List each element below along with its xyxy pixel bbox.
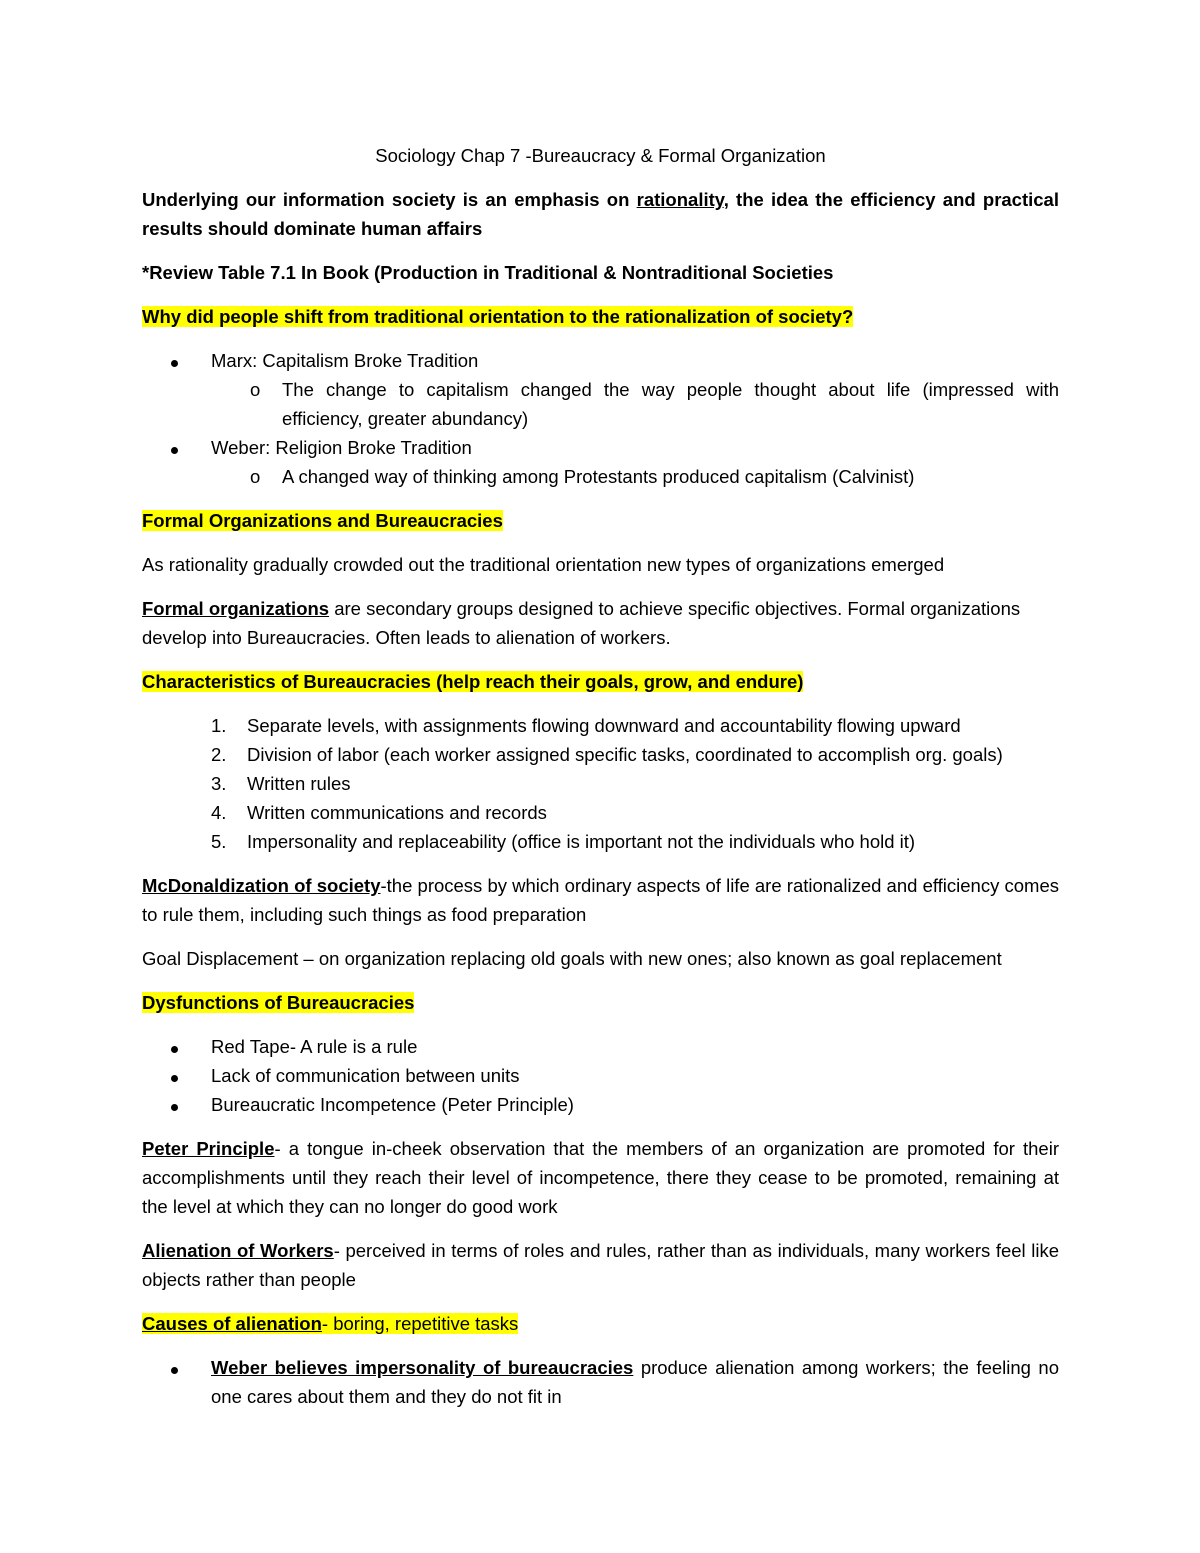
list-item [142, 1061, 1059, 1090]
weber-term: Weber believes impersonality of bureaucracies [211, 1357, 634, 1378]
causes-term: Causes of alienation [142, 1313, 322, 1334]
list-number: 1. [211, 715, 227, 736]
alienation-paragraph [142, 1236, 1059, 1294]
sub-list-item-text: The change to capitalism changed the way people thought about life (impressed with efficiency, greater abundancy) [282, 379, 1059, 429]
list-item [142, 346, 1059, 375]
bullet-icon [171, 1090, 178, 1119]
intro-paragraph [142, 185, 1059, 243]
peter-principle-text: - a tongue in-cheek observation that the members of an organization are promoted for their accomplishments until they reach their level of incompetence, there they cease to be promoted, remaining at the level at which they can no longer do good work [142, 1138, 1059, 1217]
mcdonaldization-text: -the process by which ordinary aspects of life are rationalized and efficiency comes to rule them, including such things as food preparation [142, 875, 1059, 925]
list-item [142, 798, 1059, 827]
document-title: Sociology Chap 7 -Bureaucracy & Formal Organization [375, 145, 826, 166]
rationality-paragraph: As rationality gradually crowded out the traditional orientation new types of organizations emerged [142, 554, 945, 575]
bullet-icon [171, 346, 178, 375]
intro-term: rationality [636, 189, 724, 210]
peter-principle-term: Peter Principle [142, 1138, 275, 1159]
list-number: 2. [211, 744, 227, 765]
list-item [142, 1353, 1059, 1411]
list-item [142, 1090, 1059, 1119]
sub-list-item [142, 462, 1059, 491]
bullet-icon [171, 1032, 178, 1061]
dysfunctions-heading-line [142, 988, 1059, 1017]
document-body [142, 141, 1059, 1426]
list-item [142, 1032, 1059, 1061]
bullet-icon [171, 1061, 178, 1090]
list-item-text: Written communications and records [247, 802, 547, 823]
list-number: 3. [211, 773, 227, 794]
question-heading-line [142, 302, 1059, 331]
circle-bullet-icon: o [250, 379, 261, 400]
goal-displacement-paragraph: Goal Displacement – on organization replacing old goals with new ones; also known as goal replacement [142, 948, 1002, 969]
characteristics-list [142, 711, 1059, 856]
causes-highlight [142, 1313, 518, 1334]
weber-list [142, 1353, 1059, 1411]
sub-list-item-text: A changed way of thinking among Protestants produced capitalism (Calvinist) [282, 466, 915, 487]
characteristics-heading-line [142, 667, 1059, 696]
dysfunctions-list [142, 1032, 1059, 1119]
mcdonaldization-term: McDonaldization of society [142, 875, 381, 896]
formal-text: are secondary groups designed to achieve specific objectives. Formal organizations develop into Bureaucracies. Often leads to alienation of workers. [142, 598, 1021, 648]
list-item-text: Weber: Religion Broke Tradition [211, 437, 472, 458]
list-item [142, 711, 1059, 740]
list-item-text: Division of labor (each worker assigned specific tasks, coordinated to accomplish org. goals) [247, 744, 1003, 765]
sub-list-item [142, 375, 1059, 433]
characteristics-heading: Characteristics of Bureaucracies (help reach their goals, grow, and endure) [142, 671, 804, 692]
question-heading: Why did people shift from traditional orientation to the rationalization of society? [142, 306, 854, 327]
list-item-text: Separate levels, with assignments flowing downward and accountability flowing upward [247, 715, 961, 736]
formal-heading-line [142, 506, 1059, 535]
bullet-icon [171, 433, 178, 462]
formal-definition [142, 594, 1059, 652]
review-note: *Review Table 7.1 In Book (Production in Traditional & Nontraditional Societies [142, 262, 834, 283]
alienation-term: Alienation of Workers [142, 1240, 334, 1261]
bullet-icon [171, 1353, 178, 1382]
mcdonaldization-paragraph [142, 871, 1059, 929]
list-item-text: Impersonality and replaceability (office is important not the individuals who hold it) [247, 831, 916, 852]
causes-text: - boring, repetitive tasks [321, 1313, 519, 1334]
circle-bullet-icon: o [250, 466, 261, 487]
dysfunctions-heading: Dysfunctions of Bureaucracies [142, 992, 415, 1013]
weber-text: produce alienation among workers; the feeling no one cares about them and they do not fit in [211, 1357, 1060, 1407]
list-item-text: Bureaucratic Incompetence (Peter Principle) [211, 1094, 574, 1115]
list-number: 4. [211, 802, 227, 823]
list-item [142, 769, 1059, 798]
formal-term: Formal organizations [142, 598, 330, 619]
list-item [142, 827, 1059, 856]
alienation-text: - perceived in terms of roles and rules, rather than as individuals, many workers feel like objects rather than people [142, 1240, 1059, 1290]
list-item-text: Marx: Capitalism Broke Tradition [211, 350, 479, 371]
intro-before: Underlying our information society is an emphasis on [142, 189, 637, 210]
causes-paragraph [142, 1309, 1059, 1338]
list-item-text: Red Tape- A rule is a rule [211, 1036, 418, 1057]
list-item [142, 740, 1059, 769]
peter-principle-paragraph [142, 1134, 1059, 1221]
formal-heading: Formal Organizations and Bureaucracies [142, 510, 503, 531]
intro-after: , the idea the efficiency and practical results should dominate human affairs [142, 189, 1059, 239]
list-number: 5. [211, 831, 227, 852]
list-item-text: Lack of communication between units [211, 1065, 520, 1086]
shift-list [142, 346, 1059, 491]
list-item-text: Written rules [247, 773, 351, 794]
list-item [142, 433, 1059, 462]
